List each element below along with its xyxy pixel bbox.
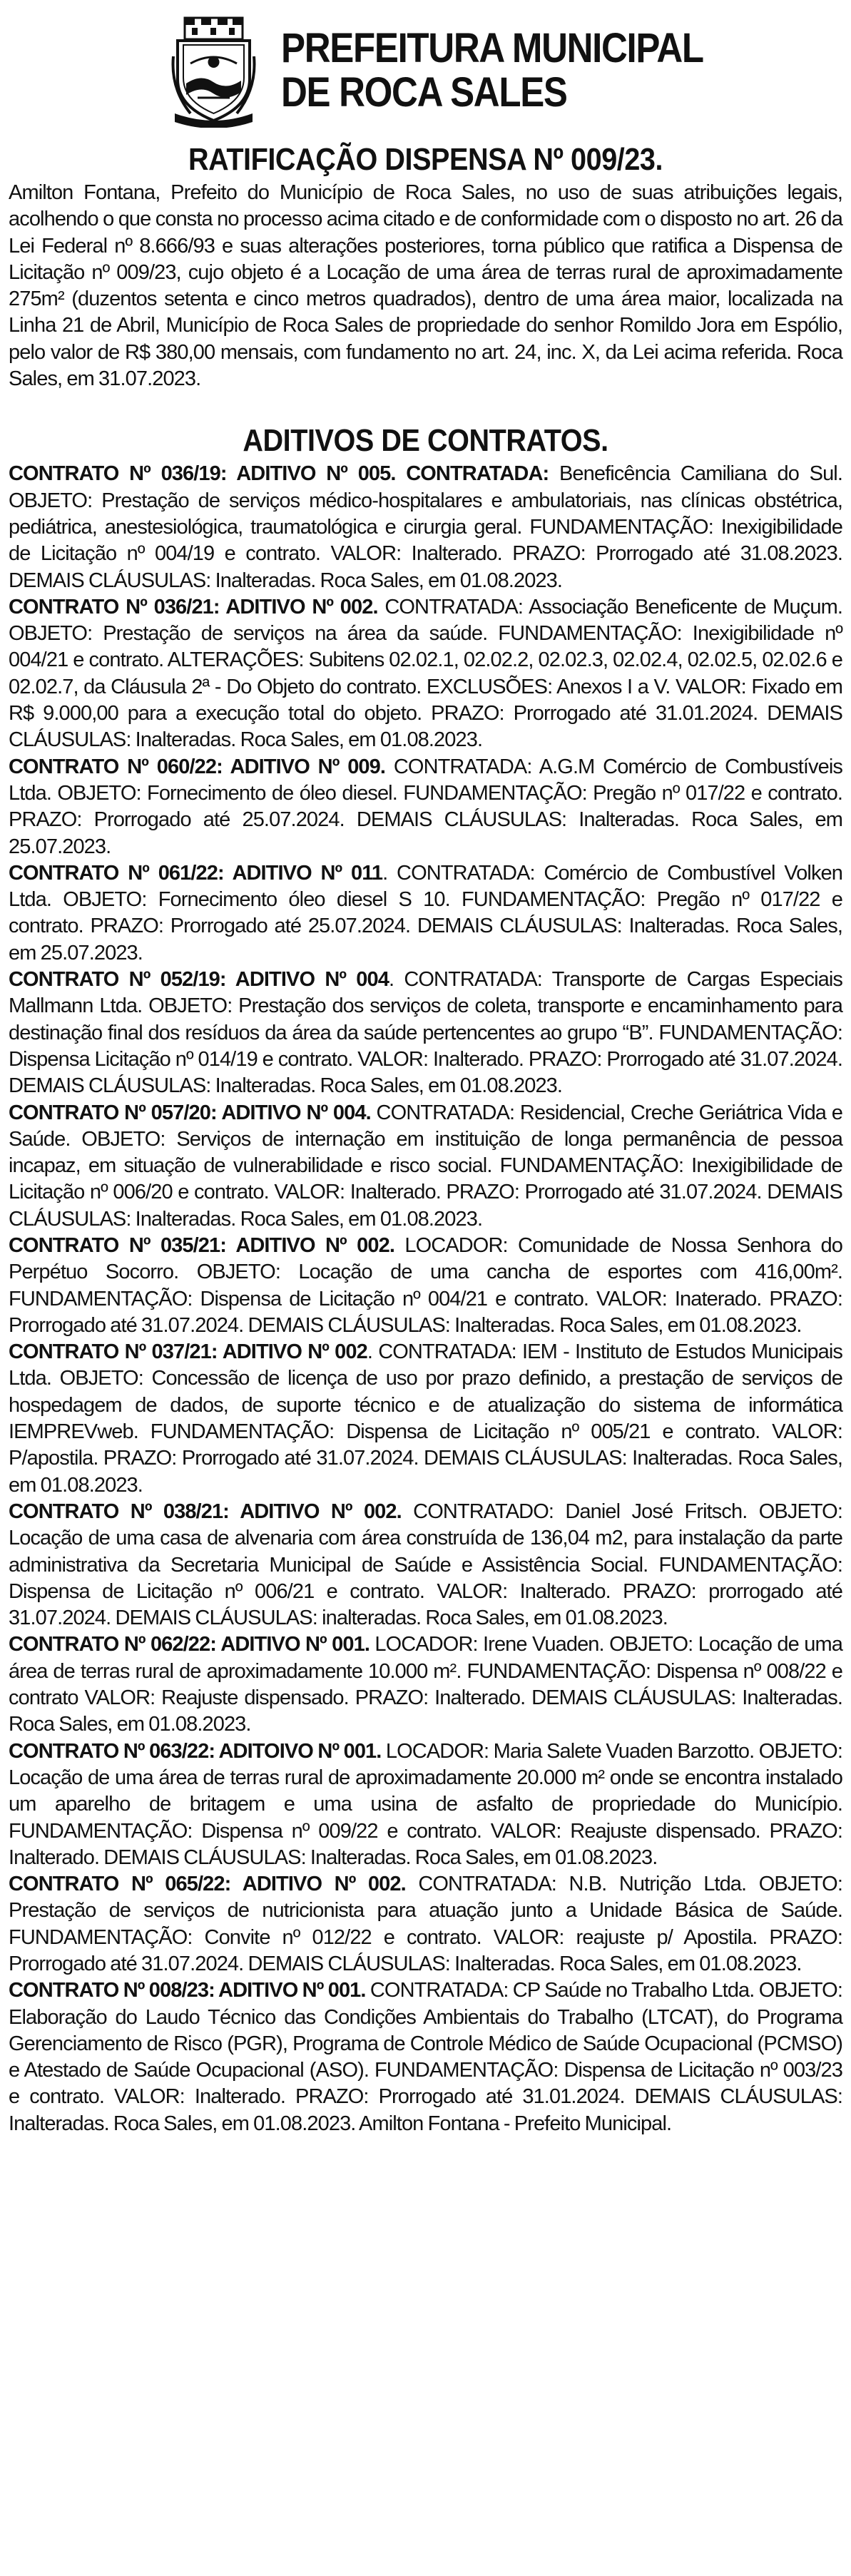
contract-item bbox=[9, 1631, 842, 1738]
municipal-coat-of-arms-icon bbox=[169, 14, 258, 128]
contract-heading: CONTRATO Nº 035/21: ADITIVO Nº 002. bbox=[9, 1233, 394, 1257]
contract-text: LOCADOR: Comunidade de Nossa Senhora do Perpétuo Socorro. OBJETO: Locação de uma cancha de esportes com 416,00m². FUNDAMENTAÇÃO: Dispensa de Licitação nº 004/21 e contrato. VALOR: Inaterado. PRAZO: Prorrogado até 31.07.2024. DEMAIS CLÁUSULAS: Inalteradas. Roca Sales, em 01.08.2023. bbox=[9, 1233, 842, 1337]
contract-item bbox=[9, 860, 842, 967]
contracts-list bbox=[9, 461, 842, 2137]
contract-heading: CONTRATO Nº 036/21: ADITIVO Nº 002. bbox=[9, 595, 378, 618]
header bbox=[169, 10, 842, 131]
contract-heading: CONTRATO Nº 061/22: ADITIVO Nº 011 bbox=[9, 861, 383, 885]
contract-heading: CONTRATO Nº 038/21: ADITIVO Nº 002. bbox=[9, 1500, 402, 1523]
contract-text: LOCADOR: Irene Vuaden. OBJETO: Locação de uma área de terras rural de aproximadamente 10.000 m². FUNDAMENTAÇÃO: Dispensa nº 008/22 e contrato VALOR: Reajuste dispensado. PRAZO: Inalterado. DEMAIS CLÁUSULAS: Inalteradas. Roca Sales, em 01.08.2023. bbox=[9, 1633, 842, 1736]
organization-name-line-2: DE ROCA SALES bbox=[281, 69, 567, 116]
contract-text: . CONTRATADA: Transporte de Cargas Especiais Mallmann Ltda. OBJETO: Prestação dos serviços de coleta, transporte e encaminhamento para destinação final dos resíduos da área da saúde pertencentes ao grupo “B”. FUNDAMENTAÇÃO: Dispensa Licitação nº 014/19 e contrato. VALOR: Inalterado. PRAZO: Prorrogado até 31.07.2024. DEMAIS CLÁUSULAS: Inalteradas. Roca Sales, em 01.08.2023. bbox=[9, 968, 842, 1098]
ratificacao-title: RATIFICAÇÃO DISPENSA Nº 009/23. bbox=[188, 142, 663, 177]
contract-item bbox=[9, 1738, 842, 1871]
contract-heading: CONTRATO Nº 052/19: ADITIVO Nº 004 bbox=[9, 968, 389, 992]
contract-text: CONTRATADA: A.G.M Comércio de Combustíveis Ltda. OBJETO: Fornecimento de óleo diesel. FUNDAMENTAÇÃO: Pregão nº 017/22 e contrato. PRAZO: Prorrogado até 25.07.2024. DEMAIS CLÁUSULAS: Inalteradas. Roca Sales, em 25.07.2023. bbox=[9, 755, 842, 858]
contract-text: LOCADOR: Maria Salete Vuaden Barzotto. OBJETO: Locação de uma área de terras rural de aproximadamente 20.000 m² onde se encontra instalado um aparelho de britagem e uma usina de asfalto de propriedade do Município. FUNDAMENTAÇÃO: Dispensa nº 009/22 e contrato. VALOR: Reajuste dispensado. PRAZO: Inalterado. DEMAIS CLÁUSULAS: Inalteradas. Roca Sales, em 01.08.2023. bbox=[9, 1739, 842, 1869]
contract-item bbox=[9, 1977, 842, 2137]
contract-item bbox=[9, 1871, 842, 1977]
organization-name bbox=[281, 26, 703, 115]
contract-text: CONTRATADO: Daniel José Fritsch. OBJETO: Locação de uma casa de alvenaria com área construída de 136,04 m2, para instalação da parte administrativa da Secretaria Municipal de Saúde e Assistência Social. FUNDAMENTAÇÃO: Dispensa de Licitação nº 006/21 e contrato. VALOR: Inalterado. PRAZO: prorrogado até 31.07.2024. DEMAIS CLÁUSULAS: inalteradas. Roca Sales, em 01.08.2023. bbox=[9, 1500, 842, 1630]
contract-item bbox=[9, 754, 842, 860]
contract-heading: CONTRATO Nº 008/23: ADITIVO Nº 001. bbox=[9, 1979, 366, 2002]
contract-item bbox=[9, 461, 842, 594]
contract-heading: CONTRATO Nº 065/22: ADITIVO Nº 002. bbox=[9, 1873, 406, 1896]
ratificacao-body: Amilton Fontana, Prefeito do Município de Roca Sales, no uso de suas atribuições legais, acolhendo o que consta no processo acima citado e de conformidade com o disposto no art. 26 da Lei Federal nº 8.666/93 e suas alterações posteriores, torna público que ratifica a Dispensa de Licitação nº 009/23, cujo objeto é a Locação de uma área de terras rural de aproximadamente 275m² (duzentos setenta e cinco metros quadrados), dentro de uma área maior, localizada na Linha 21 de Abril, Município de Roca Sales de propriedade do senhor Romildo Jora em Espólio, pelo valor de R$ 380,00 mensais, com fundamento no art. 24, inc. X, da Lei acima referida. Roca Sales, em 31.07.2023. bbox=[9, 181, 842, 391]
contract-text: CONTRATADA: Residencial, Creche Geriátrica Vida e Saúde. OBJETO: Serviços de internação em instituição de longa permanência de pessoa incapaz, em situação de vulnerabilidade e risco social. FUNDAMENTAÇÃO: Inexigibilidade de Licitação nº 006/20 e contrato. VALOR: Inalterado. PRAZO: Prorrogado até 31.07.2024. DEMAIS CLÁUSULAS: Inalteradas. Roca Sales, em 01.08.2023. bbox=[9, 1101, 842, 1231]
contract-item bbox=[9, 1499, 842, 1631]
contract-text: . CONTRATADA: Comércio de Combustível Volken Ltda. OBJETO: Fornecimento óleo diesel S 10. FUNDAMENTAÇÃO: Pregão nº 017/22 e contrato. PRAZO: Prorrogado até 25.07.2024. DEMAIS CLÁUSULAS: Inalteradas. Roca Sales, em 25.07.2023. bbox=[9, 861, 842, 964]
contract-heading: CONTRATO Nº 062/22: ADITIVO Nº 001. bbox=[9, 1633, 370, 1656]
contract-item bbox=[9, 1100, 842, 1233]
contract-heading: CONTRATO Nº 060/22: ADITIVO Nº 009. bbox=[9, 755, 386, 778]
contract-text: Beneficência Camiliana do Sul. OBJETO: Prestação de serviços médico-hospitalares e ambulatoriais, nas clínicas obstétrica, pediátrica, anestesiológica, traumatológica e cirurgia geral. FUNDAMENTAÇÃO: Inexigibilidade de Licitação nº 004/19 e contrato. VALOR: Inalterado. PRAZO: Prorrogado até 31.08.2023. DEMAIS CLÁUSULAS: Inalteradas. Roca Sales, em 01.08.2023. bbox=[9, 462, 842, 592]
contract-heading: CONTRATO Nº 057/20: ADITIVO Nº 004. bbox=[9, 1101, 371, 1124]
contract-text: CONTRATADA: CP Saúde no Trabalho Ltda. OBJETO: Elaboração do Laudo Técnico das Condições Ambientais do Trabalho (LTCAT), do Programa Gerenciamento de Risco (PGR), Programa de Controle Médico de Saúde Ocupacional (PCMSO) e Atestado de Saúde Ocupacional (ASO). FUNDAMENTAÇÃO: Dispensa de Licitação nº 003/23 e contrato. VALOR: Inalterado. PRAZO: Prorrogado até 31.01.2024. DEMAIS CLÁUSULAS: Inalteradas. Roca Sales, em 01.08.2023. Amilton Fontana - Prefeito Municipal. bbox=[9, 1979, 842, 2135]
contract-item bbox=[9, 1233, 842, 1339]
contract-heading: CONTRATO Nº 037/21: ADITIVO Nº 002 bbox=[9, 1340, 367, 1364]
contract-text: CONTRATADA: Associação Beneficente de Muçum. OBJETO: Prestação de serviços na área da saúde. FUNDAMENTAÇÃO: Inexigibilidade nº 004/21 e contrato. ALTERAÇÕES: Subitens 02.02.1, 02.02.2, 02.02.3, 02.02.4, 02.02.5, 02.02.6 e 02.02.7, da Cláusula 2ª - Do Objeto do contrato. EXCLUSÕES: Anexos I a V. VALOR: Fixado em R$ 9.000,00 para a execução total do objeto. PRAZO: Prorrogado até 31.01.2024. DEMAIS CLÁUSULAS: Inalteradas. Roca Sales, em 01.08.2023. bbox=[9, 595, 842, 752]
contract-heading: CONTRATO Nº 036/19: ADITIVO Nº 005. CONTRATADA: bbox=[9, 462, 549, 486]
contract-text: . CONTRATADA: IEM - Instituto de Estudos Municipais Ltda. OBJETO: Concessão de licença de uso por prazo definido, a prestação de serviços de hospedagem de dados, de suporte técnico e de atualização do sistema de informática IEMPREVweb. FUNDAMENTAÇÃO: Dispensa de Licitação nº 005/21 e contrato. VALOR: P/apostila. PRAZO: Prorrogado até 31.07.2024. DEMAIS CLÁUSULAS: Inalteradas. Roca Sales, em 01.08.2023. bbox=[9, 1340, 842, 1497]
contract-item bbox=[9, 594, 842, 754]
contract-text: CONTRATADA: N.B. Nutrição Ltda. OBJETO: Prestação de serviços de nutricionista para atuação junto a Unidade Básica de Saúde. FUNDAMENTAÇÃO: Convite nº 012/22 e contrato. VALOR: reajuste p/ Apostila. PRAZO: Prorrogado até 31.07.2024. DEMAIS CLÁUSULAS: Inalteradas. Roca Sales, em 01.08.2023. bbox=[9, 1873, 842, 1975]
organization-name-line-1: PREFEITURA MUNICIPAL bbox=[281, 25, 703, 71]
contract-heading: CONTRATO Nº 063/22: ADITOIVO Nº 001. bbox=[9, 1739, 382, 1763]
aditivos-title: ADITIVOS DE CONTRATOS. bbox=[243, 423, 608, 459]
contract-item bbox=[9, 1339, 842, 1499]
contract-item bbox=[9, 967, 842, 1099]
